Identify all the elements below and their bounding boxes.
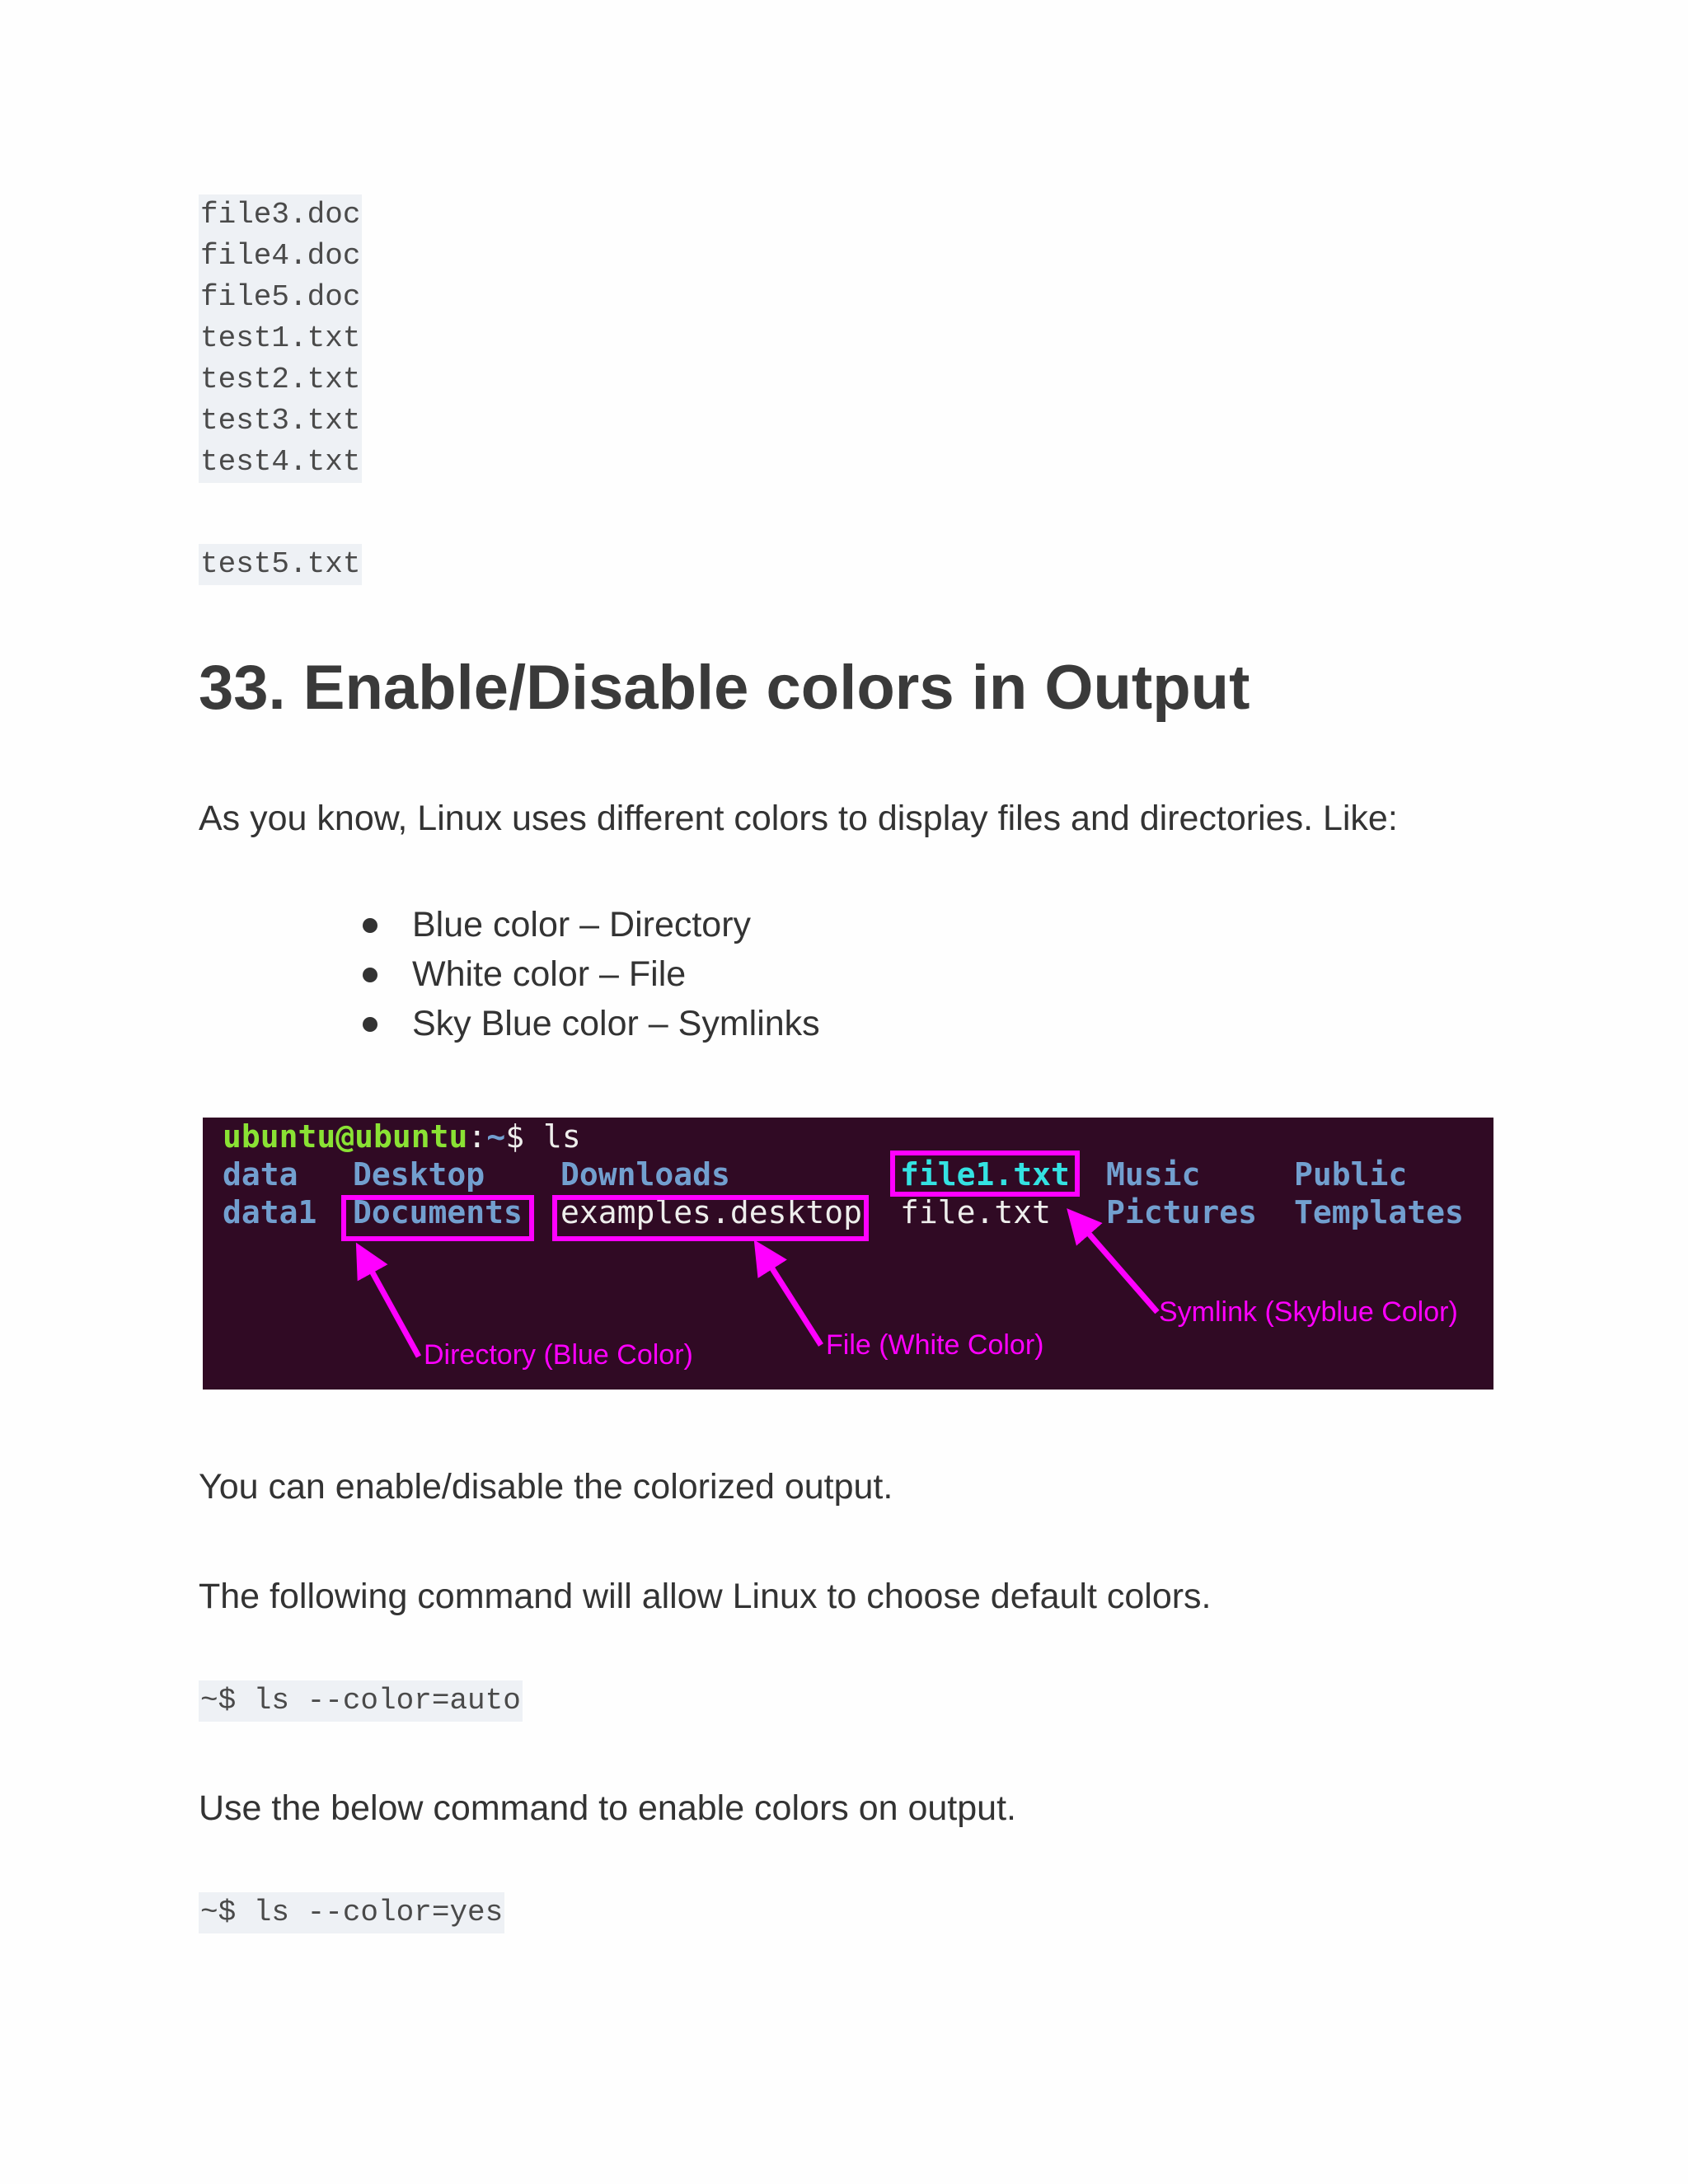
- code-line-file4: file4.doc: [199, 236, 362, 277]
- code-line-test3: test3.txt: [199, 401, 362, 442]
- code-cmd-color-yes: ~$ ls --color=yes: [199, 1892, 504, 1933]
- bullet-text: White color – File: [412, 954, 687, 994]
- code-line-test1: test1.txt: [199, 318, 362, 359]
- annotation-symlink: Symlink (Skyblue Color): [1159, 1296, 1458, 1328]
- terminal-screenshot: [203, 1118, 1493, 1390]
- code-line-test2: test2.txt: [199, 359, 362, 401]
- entry-data1: data1: [223, 1194, 317, 1230]
- entry-examples-desktop: examples.desktop: [560, 1194, 863, 1230]
- entry-downloads: Downloads: [560, 1156, 730, 1193]
- code-line-test5: test5.txt: [199, 544, 362, 585]
- bullet-dot-icon: [363, 1017, 377, 1032]
- entry-file1-txt: file1.txt: [900, 1156, 1070, 1193]
- annotation-directory: Directory (Blue Color): [424, 1339, 693, 1371]
- entry-file-txt: file.txt: [900, 1194, 1052, 1230]
- prompt-symbol: $: [505, 1118, 543, 1155]
- code-cmd-color-auto: ~$ ls --color=auto: [199, 1680, 523, 1722]
- entry-pictures: Pictures: [1106, 1194, 1258, 1230]
- bullet-item-directory: [363, 900, 820, 949]
- arrow-file: [763, 1254, 821, 1345]
- entry-public: Public: [1294, 1156, 1408, 1193]
- bullet-item-file: [363, 949, 820, 999]
- prompt-path: ~: [486, 1118, 506, 1155]
- arrow-directory: [364, 1258, 419, 1357]
- entry-desktop: Desktop: [353, 1156, 485, 1193]
- para-enable-colors: Use the below command to enable colors on output.: [199, 1788, 1016, 1828]
- code-line-test4: test4.txt: [199, 442, 362, 483]
- bullet-dot-icon: [363, 918, 377, 933]
- intro-paragraph: As you know, Linux uses different colors to display files and directories. Like:: [199, 799, 1398, 838]
- entry-data: data: [223, 1156, 298, 1193]
- bullet-item-symlink: [363, 999, 820, 1048]
- bullet-text: Blue color – Directory: [412, 905, 752, 944]
- prompt-user: ubuntu@ubuntu: [223, 1118, 468, 1155]
- prompt-command: ls: [542, 1118, 581, 1155]
- bullet-dot-icon: [363, 968, 377, 982]
- arrow-symlink: [1078, 1221, 1157, 1312]
- code-line-file3: file3.doc: [199, 194, 362, 236]
- terminal-prompt-line: ubuntu@ubuntu:~$ ls: [223, 1118, 581, 1155]
- entry-music: Music: [1106, 1156, 1201, 1193]
- section-heading: 33. Enable/Disable colors in Output: [199, 653, 1250, 723]
- code-line-file5: file5.doc: [199, 277, 362, 318]
- bullet-text: Sky Blue color – Symlinks: [412, 1004, 820, 1043]
- color-legend-list: [363, 900, 820, 1048]
- entry-documents: Documents: [353, 1194, 523, 1230]
- annotation-file: File (White Color): [826, 1329, 1044, 1361]
- para-default-colors: The following command will allow Linux to choose default colors.: [199, 1577, 1212, 1616]
- para-enable-disable: You can enable/disable the colorized output.: [199, 1467, 893, 1507]
- entry-templates: Templates: [1294, 1194, 1464, 1230]
